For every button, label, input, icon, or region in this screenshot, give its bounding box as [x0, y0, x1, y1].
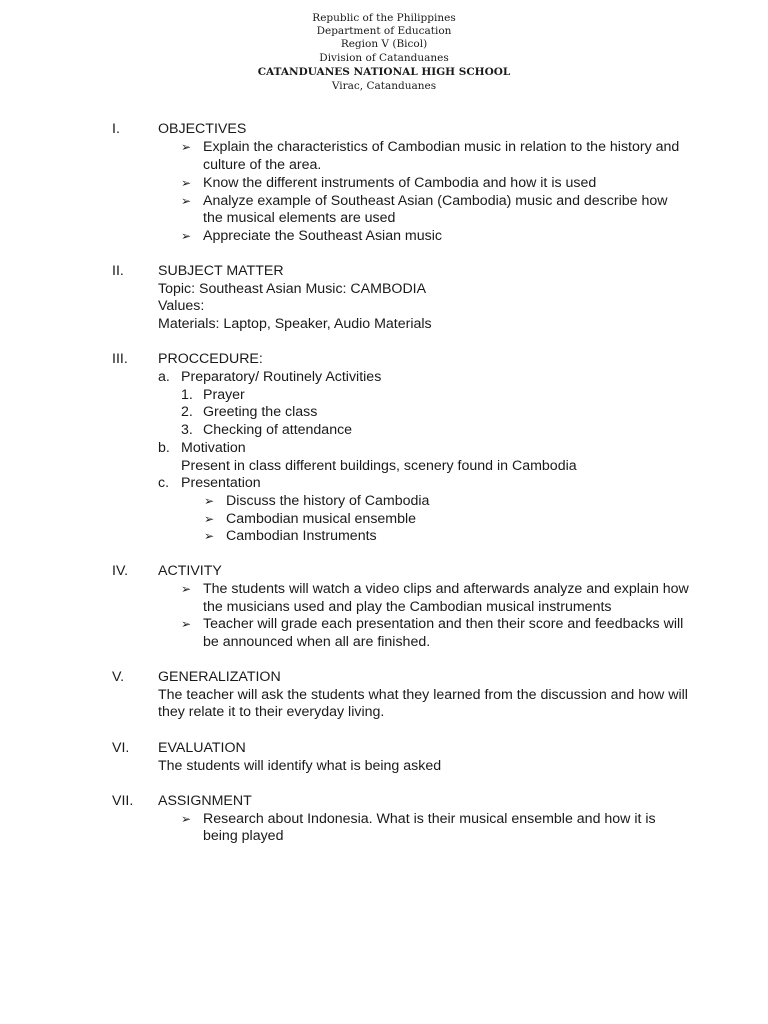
procedure-b-text: Motivation: [181, 440, 246, 456]
section-number-ii: II.: [112, 263, 124, 279]
subject-topic: Topic: Southeast Asian Music: CAMBODIA: [158, 281, 427, 297]
section-number-i: I.: [112, 121, 120, 137]
objective-item-4: Appreciate the Southeast Asian music: [203, 228, 442, 244]
subject-materials: Materials: Laptop, Speaker, Audio Materials: [158, 316, 432, 332]
arrow-bullet-icon: ➢: [204, 512, 215, 526]
generalization-line-2: they relate it to their everyday living.: [158, 704, 385, 720]
header-school-name: CATANDUANES NATIONAL HIGH SCHOOL: [257, 66, 511, 78]
activity-item-1-line-1: The students will watch a video clips and afterwards analyze and explain how: [203, 581, 689, 597]
procedure-step-1-text: Prayer: [203, 387, 245, 403]
procedure-c-text: Presentation: [181, 475, 261, 491]
presentation-item-1: Discuss the history of Cambodia: [226, 493, 430, 509]
objective-item-3-line-1: Analyze example of Southeast Asian (Cambodia) music and describe how: [203, 193, 668, 209]
procedure-c-marker: c.: [158, 475, 170, 491]
arrow-bullet-icon: ➢: [181, 812, 192, 826]
procedure-step-2-text: Greeting the class: [203, 404, 318, 420]
arrow-bullet-icon: ➢: [181, 140, 192, 154]
arrow-bullet-icon: ➢: [181, 194, 192, 208]
presentation-item-2: Cambodian musical ensemble: [226, 511, 417, 527]
assignment-item-1-line-1: Research about Indonesia. What is their musical ensemble and how it is: [203, 811, 656, 827]
arrow-bullet-icon: ➢: [204, 529, 215, 543]
header-division: Division of Catanduanes: [319, 52, 449, 64]
activity-item-1-line-2: the musicians used and play the Cambodian musical instruments: [203, 599, 612, 615]
assignment-item-1-line-2: being played: [203, 828, 284, 844]
subject-values: Values:: [158, 298, 205, 314]
arrow-bullet-icon: ➢: [181, 582, 192, 596]
header-department: Department of Education: [316, 25, 452, 37]
arrow-bullet-icon: ➢: [181, 617, 192, 631]
evaluation-line-1: The students will identify what is being asked: [158, 758, 442, 774]
procedure-a-text: Preparatory/ Routinely Activities: [181, 369, 382, 385]
header-location: Virac, Catanduanes: [331, 80, 437, 92]
section-number-vi: VI.: [112, 740, 130, 756]
section-title-objectives: OBJECTIVES: [158, 121, 247, 137]
section-number-iii: III.: [112, 351, 128, 367]
header-republic: Republic of the Philippines: [312, 12, 456, 24]
section-number-v: V.: [112, 669, 125, 685]
header-region: Region V (Bicol): [340, 38, 428, 50]
presentation-item-3: Cambodian Instruments: [226, 528, 377, 544]
generalization-line-1: The teacher will ask the students what they learned from the discussion and how will: [158, 687, 688, 703]
objective-item-1-line-1: Explain the characteristics of Cambodian music in relation to the history and: [203, 139, 680, 155]
objective-item-3-line-2: the musical elements are used: [203, 210, 396, 226]
procedure-step-3-marker: 3.: [181, 422, 193, 438]
procedure-b-marker: b.: [158, 440, 170, 456]
procedure-a-marker: a.: [158, 369, 170, 385]
arrow-bullet-icon: ➢: [181, 229, 192, 243]
section-title-procedure: PROCCEDURE:: [158, 351, 263, 367]
activity-item-2-line-1: Teacher will grade each presentation and then their score and feedbacks will: [203, 616, 684, 632]
arrow-bullet-icon: ➢: [204, 494, 215, 508]
objective-item-2: Know the different instruments of Cambodia and how it is used: [203, 175, 597, 191]
section-number-vii: VII.: [112, 793, 134, 809]
objective-item-1-line-2: culture of the area.: [203, 157, 322, 173]
procedure-b-description: Present in class different buildings, scenery found in Cambodia: [181, 458, 577, 474]
arrow-bullet-icon: ➢: [181, 176, 192, 190]
section-title-subject-matter: SUBJECT MATTER: [158, 263, 284, 279]
section-title-generalization: GENERALIZATION: [158, 669, 281, 685]
activity-item-2-line-2: be announced when all are finished.: [203, 634, 431, 650]
section-number-iv: IV.: [112, 563, 129, 579]
procedure-step-3-text: Checking of attendance: [203, 422, 353, 438]
procedure-step-1-marker: 1.: [181, 387, 193, 403]
section-title-activity: ACTIVITY: [158, 563, 222, 579]
section-title-evaluation: EVALUATION: [158, 740, 246, 756]
section-title-assignment: ASSIGNMENT: [158, 793, 252, 809]
procedure-step-2-marker: 2.: [181, 404, 193, 420]
